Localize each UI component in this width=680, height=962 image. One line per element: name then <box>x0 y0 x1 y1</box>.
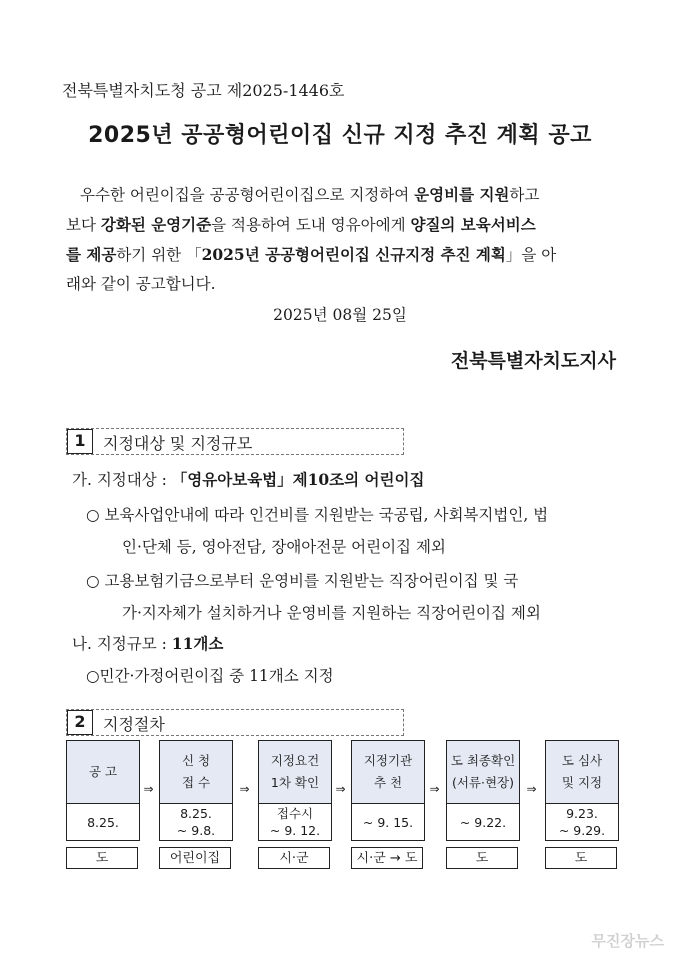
stage-step-text: 지정요건 <box>270 753 320 768</box>
stage-date-text: 접수시 <box>276 806 314 821</box>
governor-name: 전북특별자치도지사 <box>450 350 616 372</box>
item-value: 「영유아보육법」제10조의 어린이집 <box>171 470 425 489</box>
intro-bold: 강화된 운영기준 <box>100 215 212 234</box>
flow-arrow-icon: ⇒ <box>526 782 537 796</box>
stage-step-text: 지정기관 <box>363 753 413 768</box>
stage-step-text: 추 천 <box>373 775 403 790</box>
stage-period <box>352 804 424 840</box>
stage-date-text: ~ 9.29. <box>558 823 606 838</box>
stage-step-text: (서류·현장) <box>451 775 515 790</box>
procedure-stage <box>351 740 425 841</box>
intro-bold: 양질의 보육서비스 <box>410 215 536 234</box>
intro-text: 래와 같이 공고합니다. <box>66 275 216 293</box>
procedure-stage <box>446 740 520 841</box>
bullet-text: 가·지자체가 설치하거나 운영비를 지원하는 직장어린이집 제외 <box>122 604 541 622</box>
stage-actor: 도 <box>66 847 138 869</box>
flow-arrow-icon: ⇒ <box>143 782 154 796</box>
stage-actor: 도 <box>446 847 518 869</box>
bullet-text: ○민간·가정어린이집 중 11개소 지정 <box>86 667 334 685</box>
stage-date-text: 8.25. <box>180 806 212 821</box>
section-title: 지정절차 <box>103 715 165 734</box>
stage-actor: 시·군 → 도 <box>351 847 423 869</box>
stage-actor: 도 <box>545 847 617 869</box>
stage-title <box>259 741 331 804</box>
stage-date-text: 8.25. <box>87 814 119 830</box>
intro-bold: 를 제공 <box>66 245 117 264</box>
stage-step-text: 1차 확인 <box>270 775 320 790</box>
stage-title <box>546 741 618 804</box>
stage-date-text: ~ 9. 15. <box>362 814 414 830</box>
bullet-text: 인·단체 등, 영아전담, 장애아전문 어린이집 제외 <box>122 538 446 556</box>
intro-text: 」을 아 <box>505 246 557 264</box>
intro-text: 하기 위한 「 <box>116 246 202 264</box>
item-scale <box>72 632 223 654</box>
section-header-1 <box>66 428 404 455</box>
stage-title <box>160 741 232 804</box>
stage-title <box>352 741 424 804</box>
bullet-text: ○ 고용보험기금으로부터 운영비를 지원받는 직장어린이집 및 국 <box>86 572 519 590</box>
flow-arrow-icon: ⇒ <box>335 782 346 796</box>
document-title: 2025년 공공형어린이집 신규 지정 추진 계획 공고 <box>88 123 592 148</box>
flow-arrow-icon: ⇒ <box>239 782 250 796</box>
stage-date-text: ~ 9. 12. <box>269 823 321 838</box>
stage-step-text: 신 청 <box>181 753 211 768</box>
stage-period <box>160 804 232 840</box>
procedure-stage <box>66 740 140 841</box>
notice-number: 전북특별자치도청 공고 제2025-1446호 <box>62 81 345 100</box>
procedure-stage <box>159 740 233 841</box>
stage-date-text: ~ 9.22. <box>459 814 507 830</box>
flow-arrow-icon: ⇒ <box>429 782 440 796</box>
stage-step-text: 도 최종확인 <box>450 753 516 768</box>
bullet-text: ○ 보육사업안내에 따라 인건비를 지원받는 국공립, 사회복지법인, 법 <box>86 506 549 524</box>
procedure-stage <box>545 740 619 841</box>
stage-actor: 시·군 <box>258 847 330 869</box>
intro-text: 을 적용하여 도내 영유아에게 <box>211 216 411 234</box>
item-label: 나. 지정규모 : <box>72 635 172 653</box>
item-value: 11개소 <box>171 634 224 653</box>
stage-step-text: 도 심사 <box>561 753 603 768</box>
stage-step-text: 공 고 <box>88 764 118 779</box>
intro-paragraph <box>66 180 618 299</box>
section-title: 지정대상 및 지정규모 <box>103 434 253 453</box>
intro-text: 보다 <box>66 216 101 234</box>
procedure-stage <box>258 740 332 841</box>
intro-bold: 2025년 공공형어린이집 신규지정 추진 계획 <box>201 245 506 264</box>
notice-date: 2025년 08월 25일 <box>273 306 407 324</box>
stage-actor: 어린이집 <box>159 847 231 869</box>
watermark-logo: 무진장뉴스 <box>591 932 664 950</box>
section-header-2 <box>66 709 404 736</box>
stage-title <box>67 741 139 804</box>
intro-text: 하고 <box>509 186 540 204</box>
stage-period <box>259 804 331 840</box>
intro-bold: 운영비를 지원 <box>414 185 510 204</box>
item-label: 가. 지정대상 : <box>72 471 172 489</box>
section-number: 1 <box>67 429 93 454</box>
stage-period <box>447 804 519 840</box>
stage-date-text: ~ 9.8. <box>176 823 216 838</box>
stage-date-text: 9.23. <box>566 806 598 821</box>
stage-step-text: 및 지정 <box>561 775 603 790</box>
stage-period <box>546 804 618 840</box>
stage-period <box>67 804 139 840</box>
section-number: 2 <box>67 710 93 735</box>
stage-title <box>447 741 519 804</box>
item-target <box>72 468 424 490</box>
stage-step-text: 접 수 <box>181 775 211 790</box>
intro-text: 우수한 어린이집을 공공형어린이집으로 지정하여 <box>80 186 415 204</box>
